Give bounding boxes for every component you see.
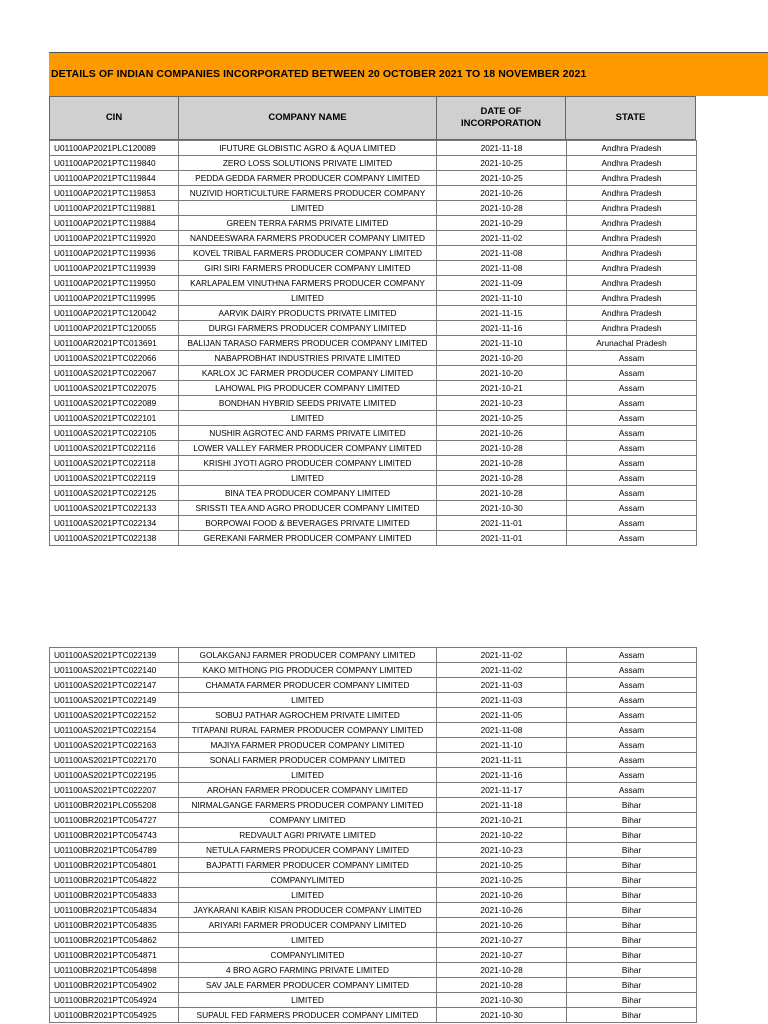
state-cell: Assam — [567, 516, 697, 531]
company-name-cell: BINA TEA PRODUCER COMPANY LIMITED — [179, 486, 437, 501]
table-row — [50, 678, 697, 693]
company-name-cell: LAHOWAL PIG PRODUCER COMPANY LIMITED — [179, 381, 437, 396]
cin-cell: U01100AS2021PTC022133 — [50, 501, 179, 516]
date-cell: 2021-11-03 — [437, 678, 567, 693]
table-row — [50, 171, 697, 186]
company-name-cell: MAJIYA FARMER PRODUCER COMPANY LIMITED — [179, 738, 437, 753]
date-cell: 2021-10-25 — [437, 411, 567, 426]
cin-cell: U01100AR2021PTC013691 — [50, 336, 179, 351]
company-name-cell: BORPOWAI FOOD & BEVERAGES PRIVATE LIMITED — [179, 516, 437, 531]
company-name-cell: LIMITED — [179, 933, 437, 948]
date-cell: 2021-11-03 — [437, 693, 567, 708]
table-row — [50, 141, 697, 156]
cin-cell: U01100AS2021PTC022147 — [50, 678, 179, 693]
table-row — [50, 276, 697, 291]
company-name-cell: REDVAULT AGRI PRIVATE LIMITED — [179, 828, 437, 843]
table-row — [50, 531, 697, 546]
state-cell: Assam — [567, 441, 697, 456]
date-cell: 2021-10-25 — [437, 171, 567, 186]
company-name-cell: NANDEESWARA FARMERS PRODUCER COMPANY LIMITED — [179, 231, 437, 246]
date-cell: 2021-10-21 — [437, 381, 567, 396]
table-row — [50, 963, 697, 978]
company-name-cell: NUZIVID HORTICULTURE FARMERS PRODUCER COMPANY — [179, 186, 437, 201]
table-row — [50, 441, 697, 456]
company-name-cell: NIRMALGANGE FARMERS PRODUCER COMPANY LIMITED — [179, 798, 437, 813]
company-name-cell: LIMITED — [179, 693, 437, 708]
cin-cell: U01100AS2021PTC022116 — [50, 441, 179, 456]
table-row — [50, 843, 697, 858]
date-cell: 2021-11-10 — [437, 336, 567, 351]
table-row — [50, 306, 697, 321]
table-row — [50, 486, 697, 501]
company-name-cell: AARVIK DAIRY PRODUCTS PRIVATE LIMITED — [179, 306, 437, 321]
date-cell: 2021-10-26 — [437, 918, 567, 933]
company-name-cell: ARIYARI FARMER PRODUCER COMPANY LIMITED — [179, 918, 437, 933]
company-name-cell: GREEN TERRA FARMS PRIVATE LIMITED — [179, 216, 437, 231]
date-cell: 2021-10-26 — [437, 426, 567, 441]
company-name-cell: SOBUJ PATHAR AGROCHEM PRIVATE LIMITED — [179, 708, 437, 723]
cin-cell: U01100AS2021PTC022119 — [50, 471, 179, 486]
date-cell: 2021-10-27 — [437, 933, 567, 948]
company-name-cell: 4 BRO AGRO FARMING PRIVATE LIMITED — [179, 963, 437, 978]
company-name-cell: BALIJAN TARASO FARMERS PRODUCER COMPANY LIMITED — [179, 336, 437, 351]
date-cell: 2021-10-28 — [437, 201, 567, 216]
company-name-cell: LIMITED — [179, 411, 437, 426]
state-cell: Bihar — [567, 828, 697, 843]
state-cell: Andhra Pradesh — [567, 291, 697, 306]
company-name-cell: KOVEL TRIBAL FARMERS PRODUCER COMPANY LIMITED — [179, 246, 437, 261]
table-row — [50, 246, 697, 261]
state-cell: Arunachal Pradesh — [567, 336, 697, 351]
state-cell: Bihar — [567, 933, 697, 948]
table-row — [50, 858, 697, 873]
company-name-cell: LIMITED — [179, 768, 437, 783]
company-name-cell: SONALI FARMER PRODUCER COMPANY LIMITED — [179, 753, 437, 768]
cin-cell: U01100BR2021PTC054727 — [50, 813, 179, 828]
date-cell: 2021-10-23 — [437, 396, 567, 411]
state-cell: Assam — [567, 768, 697, 783]
company-name-cell: GOLAKGANJ FARMER PRODUCER COMPANY LIMITED — [179, 648, 437, 663]
table-row — [50, 663, 697, 678]
date-cell: 2021-10-25 — [437, 858, 567, 873]
table-row — [50, 186, 697, 201]
date-cell: 2021-11-02 — [437, 231, 567, 246]
cin-cell: U01100BR2021PTC054801 — [50, 858, 179, 873]
table-row — [50, 693, 697, 708]
table-row — [50, 291, 697, 306]
state-cell: Bihar — [567, 978, 697, 993]
company-name-cell: COMPANY LIMITED — [179, 813, 437, 828]
cin-cell: U01100AS2021PTC022163 — [50, 738, 179, 753]
state-cell: Bihar — [567, 888, 697, 903]
state-cell: Bihar — [567, 918, 697, 933]
table-row — [50, 993, 697, 1008]
company-name-cell: NETULA FARMERS PRODUCER COMPANY LIMITED — [179, 843, 437, 858]
company-name-cell: LOWER VALLEY FARMER PRODUCER COMPANY LIMITED — [179, 441, 437, 456]
cin-cell: U01100AS2021PTC022154 — [50, 723, 179, 738]
table-row — [50, 978, 697, 993]
cin-cell: U01100AP2021PTC119995 — [50, 291, 179, 306]
cin-cell: U01100AS2021PTC022207 — [50, 783, 179, 798]
document-title: DETAILS OF INDIAN COMPANIES INCORPORATED BETWEEN 20 OCTOBER 2021 TO 18 NOVEMBER 2021 — [51, 68, 587, 80]
cin-cell: U01100AS2021PTC022125 — [50, 486, 179, 501]
table-row — [50, 903, 697, 918]
date-cell: 2021-11-09 — [437, 276, 567, 291]
company-name-cell: KARLAPALEM VINUTHNA FARMERS PRODUCER COMPANY — [179, 276, 437, 291]
state-cell: Andhra Pradesh — [567, 216, 697, 231]
date-cell: 2021-11-05 — [437, 708, 567, 723]
table-row — [50, 738, 697, 753]
state-cell: Assam — [567, 486, 697, 501]
table-row — [50, 501, 697, 516]
company-name-cell: LIMITED — [179, 291, 437, 306]
state-cell: Bihar — [567, 1008, 697, 1023]
company-name-cell: PEDDA GEDDA FARMER PRODUCER COMPANY LIMITED — [179, 171, 437, 186]
date-cell: 2021-10-30 — [437, 1008, 567, 1023]
company-name-cell: KARLOX JC FARMER PRODUCER COMPANY LIMITED — [179, 366, 437, 381]
state-cell: Andhra Pradesh — [567, 231, 697, 246]
state-cell: Assam — [567, 471, 697, 486]
table-row — [50, 813, 697, 828]
company-name-cell: IFUTURE GLOBISTIC AGRO & AQUA LIMITED — [179, 141, 437, 156]
company-name-cell: COMPANYLIMITED — [179, 873, 437, 888]
date-cell: 2021-10-25 — [437, 873, 567, 888]
table-row — [50, 381, 697, 396]
cin-cell: U01100AS2021PTC022152 — [50, 708, 179, 723]
table-row — [50, 426, 697, 441]
cin-cell: U01100AP2021PTC119840 — [50, 156, 179, 171]
company-name-cell: SAV JALE FARMER PRODUCER COMPANY LIMITED — [179, 978, 437, 993]
company-name-cell: JAYKARANI KABIR KISAN PRODUCER COMPANY LIMITED — [179, 903, 437, 918]
table-row — [50, 768, 697, 783]
table-row — [50, 753, 697, 768]
state-cell: Assam — [567, 426, 697, 441]
date-cell: 2021-10-28 — [437, 978, 567, 993]
company-name-cell: TITAPANI RURAL FARMER PRODUCER COMPANY LIMITED — [179, 723, 437, 738]
date-cell: 2021-11-10 — [437, 291, 567, 306]
date-cell: 2021-11-10 — [437, 738, 567, 753]
state-cell: Assam — [567, 366, 697, 381]
table-row — [50, 783, 697, 798]
cin-cell: U01100AP2021PTC119853 — [50, 186, 179, 201]
cin-cell: U01100AS2021PTC022066 — [50, 351, 179, 366]
cin-cell: U01100AS2021PTC022101 — [50, 411, 179, 426]
company-name-cell: COMPANYLIMITED — [179, 948, 437, 963]
table-row — [50, 873, 697, 888]
state-cell: Andhra Pradesh — [567, 261, 697, 276]
cin-cell: U01100BR2021PTC054871 — [50, 948, 179, 963]
table-row — [50, 918, 697, 933]
state-cell: Assam — [567, 678, 697, 693]
date-cell: 2021-10-28 — [437, 486, 567, 501]
table-row — [50, 948, 697, 963]
state-cell: Assam — [567, 351, 697, 366]
table-row — [50, 396, 697, 411]
cin-cell: U01100BR2021PTC054902 — [50, 978, 179, 993]
cin-cell: U01100AS2021PTC022138 — [50, 531, 179, 546]
cin-cell: U01100AP2021PTC119884 — [50, 216, 179, 231]
table-row — [50, 933, 697, 948]
date-cell: 2021-11-01 — [437, 516, 567, 531]
table-row — [50, 201, 697, 216]
state-cell: Bihar — [567, 948, 697, 963]
date-cell: 2021-10-23 — [437, 843, 567, 858]
date-cell: 2021-10-29 — [437, 216, 567, 231]
company-name-cell: LIMITED — [179, 201, 437, 216]
cin-cell: U01100AP2021PTC120042 — [50, 306, 179, 321]
cin-cell: U01100AS2021PTC022118 — [50, 456, 179, 471]
cin-cell: U01100AS2021PTC022134 — [50, 516, 179, 531]
state-cell: Bihar — [567, 873, 697, 888]
cin-cell: U01100AP2021PTC119920 — [50, 231, 179, 246]
cin-cell: U01100BR2021PTC054834 — [50, 903, 179, 918]
table-row — [50, 216, 697, 231]
state-cell: Assam — [567, 663, 697, 678]
table-row — [50, 723, 697, 738]
company-name-cell: GIRI SIRI FARMERS PRODUCER COMPANY LIMITED — [179, 261, 437, 276]
date-cell: 2021-10-28 — [437, 441, 567, 456]
table-row — [50, 231, 697, 246]
company-name-cell: ZERO LOSS SOLUTIONS PRIVATE LIMITED — [179, 156, 437, 171]
state-cell: Assam — [567, 396, 697, 411]
date-cell: 2021-11-02 — [437, 648, 567, 663]
state-cell: Assam — [567, 693, 697, 708]
state-cell: Bihar — [567, 993, 697, 1008]
table-row — [50, 456, 697, 471]
state-cell: Assam — [567, 381, 697, 396]
date-cell: 2021-10-27 — [437, 948, 567, 963]
company-name-cell: KAKO MITHONG PIG PRODUCER COMPANY LIMITED — [179, 663, 437, 678]
header-company-name: COMPANY NAME — [179, 97, 437, 139]
state-cell: Andhra Pradesh — [567, 156, 697, 171]
table-row — [50, 798, 697, 813]
date-cell: 2021-11-08 — [437, 246, 567, 261]
date-cell: 2021-11-15 — [437, 306, 567, 321]
table-row — [50, 336, 697, 351]
company-name-cell: SUPAUL FED FARMERS PRODUCER COMPANY LIMITED — [179, 1008, 437, 1023]
company-name-cell: DURGI FARMERS PRODUCER COMPANY LIMITED — [179, 321, 437, 336]
cin-cell: U01100AP2021PTC120055 — [50, 321, 179, 336]
date-cell: 2021-11-02 — [437, 663, 567, 678]
date-cell: 2021-10-26 — [437, 186, 567, 201]
state-cell: Assam — [567, 648, 697, 663]
table-row — [50, 1008, 697, 1023]
header-cin: CIN — [50, 97, 179, 139]
table-row — [50, 156, 697, 171]
table-row — [50, 648, 697, 663]
date-cell: 2021-11-11 — [437, 753, 567, 768]
table-row — [50, 321, 697, 336]
state-cell: Assam — [567, 753, 697, 768]
state-cell: Andhra Pradesh — [567, 306, 697, 321]
company-name-cell: BONDHAN HYBRID SEEDS PRIVATE LIMITED — [179, 396, 437, 411]
date-cell: 2021-10-22 — [437, 828, 567, 843]
cin-cell: U01100AP2021PTC119844 — [50, 171, 179, 186]
state-cell: Andhra Pradesh — [567, 186, 697, 201]
cin-cell: U01100AP2021PTC119881 — [50, 201, 179, 216]
cin-cell: U01100AS2021PTC022170 — [50, 753, 179, 768]
state-cell: Bihar — [567, 858, 697, 873]
table-header — [49, 96, 696, 140]
state-cell: Bihar — [567, 843, 697, 858]
table-row — [50, 471, 697, 486]
cin-cell: U01100AS2021PTC022075 — [50, 381, 179, 396]
company-name-cell: BAJPATTI FARMER PRODUCER COMPANY LIMITED — [179, 858, 437, 873]
date-cell: 2021-10-30 — [437, 993, 567, 1008]
state-cell: Andhra Pradesh — [567, 141, 697, 156]
cin-cell: U01100AP2021PTC119936 — [50, 246, 179, 261]
table-row — [50, 708, 697, 723]
date-cell: 2021-10-28 — [437, 963, 567, 978]
cin-cell: U01100AS2021PTC022140 — [50, 663, 179, 678]
date-cell: 2021-10-26 — [437, 903, 567, 918]
table-row — [50, 411, 697, 426]
state-cell: Assam — [567, 456, 697, 471]
company-name-cell: LIMITED — [179, 471, 437, 486]
company-name-cell: CHAMATA FARMER PRODUCER COMPANY LIMITED — [179, 678, 437, 693]
state-cell: Assam — [567, 501, 697, 516]
cin-cell: U01100BR2021PTC054833 — [50, 888, 179, 903]
table-row — [50, 261, 697, 276]
table-row — [50, 366, 697, 381]
state-cell: Assam — [567, 738, 697, 753]
date-cell: 2021-10-25 — [437, 156, 567, 171]
table-row — [50, 351, 697, 366]
cin-cell: U01100BR2021PTC054925 — [50, 1008, 179, 1023]
state-cell: Assam — [567, 411, 697, 426]
cin-cell: U01100AS2021PTC022089 — [50, 396, 179, 411]
state-cell: Assam — [567, 783, 697, 798]
company-name-cell: SRISSTI TEA AND AGRO PRODUCER COMPANY LIMITED — [179, 501, 437, 516]
date-cell: 2021-11-18 — [437, 141, 567, 156]
cin-cell: U01100BR2021PTC054862 — [50, 933, 179, 948]
state-cell: Bihar — [567, 963, 697, 978]
date-cell: 2021-11-16 — [437, 321, 567, 336]
date-cell: 2021-11-08 — [437, 723, 567, 738]
company-name-cell: NUSHIR AGROTEC AND FARMS PRIVATE LIMITED — [179, 426, 437, 441]
state-cell: Andhra Pradesh — [567, 276, 697, 291]
state-cell: Bihar — [567, 813, 697, 828]
table-row — [50, 516, 697, 531]
state-cell: Assam — [567, 708, 697, 723]
date-cell: 2021-10-20 — [437, 351, 567, 366]
title-banner — [49, 52, 768, 96]
company-name-cell: AROHAN FARMER PRODUCER COMPANY LIMITED — [179, 783, 437, 798]
date-cell: 2021-10-28 — [437, 471, 567, 486]
date-cell: 2021-10-30 — [437, 501, 567, 516]
cin-cell: U01100AS2021PTC022149 — [50, 693, 179, 708]
cin-cell: U01100AS2021PTC022105 — [50, 426, 179, 441]
header-date-line2: INCORPORATION — [460, 118, 542, 129]
header-state: STATE — [615, 112, 646, 123]
date-cell: 2021-11-16 — [437, 768, 567, 783]
cin-cell: U01100AS2021PTC022195 — [50, 768, 179, 783]
header-date-line1: DATE OF — [480, 106, 522, 117]
cin-cell: U01100AP2021PTC119939 — [50, 261, 179, 276]
state-cell: Andhra Pradesh — [567, 171, 697, 186]
companies-table-top — [49, 140, 697, 546]
cin-cell: U01100BR2021PTC054743 — [50, 828, 179, 843]
date-cell: 2021-10-21 — [437, 813, 567, 828]
state-cell: Assam — [567, 723, 697, 738]
state-cell: Andhra Pradesh — [567, 246, 697, 261]
cin-cell: U01100BR2021PLC055208 — [50, 798, 179, 813]
company-name-cell: LIMITED — [179, 888, 437, 903]
state-cell: Bihar — [567, 903, 697, 918]
cin-cell: U01100BR2021PTC054835 — [50, 918, 179, 933]
date-cell: 2021-11-18 — [437, 798, 567, 813]
date-cell: 2021-11-08 — [437, 261, 567, 276]
date-cell: 2021-10-28 — [437, 456, 567, 471]
companies-table-bottom — [49, 647, 697, 1023]
date-cell: 2021-11-17 — [437, 783, 567, 798]
cin-cell: U01100AP2021PLC120089 — [50, 141, 179, 156]
cin-cell: U01100BR2021PTC054822 — [50, 873, 179, 888]
company-name-cell: NABAPROBHAT INDUSTRIES PRIVATE LIMITED — [179, 351, 437, 366]
company-name-cell: GEREKANI FARMER PRODUCER COMPANY LIMITED — [179, 531, 437, 546]
header-date-of-incorporation — [437, 97, 566, 139]
table-row — [50, 828, 697, 843]
cin-cell: U01100BR2021PTC054789 — [50, 843, 179, 858]
cin-cell: U01100BR2021PTC054898 — [50, 963, 179, 978]
cin-cell: U01100AS2021PTC022067 — [50, 366, 179, 381]
date-cell: 2021-11-01 — [437, 531, 567, 546]
state-cell: Bihar — [567, 798, 697, 813]
state-cell: Assam — [567, 531, 697, 546]
table-row — [50, 888, 697, 903]
cin-cell: U01100AP2021PTC119950 — [50, 276, 179, 291]
company-name-cell: LIMITED — [179, 993, 437, 1008]
state-cell: Andhra Pradesh — [567, 201, 697, 216]
cin-cell: U01100AS2021PTC022139 — [50, 648, 179, 663]
date-cell: 2021-10-20 — [437, 366, 567, 381]
cin-cell: U01100BR2021PTC054924 — [50, 993, 179, 1008]
date-cell: 2021-10-26 — [437, 888, 567, 903]
company-name-cell: KRISHI JYOTI AGRO PRODUCER COMPANY LIMITED — [179, 456, 437, 471]
state-cell: Andhra Pradesh — [567, 321, 697, 336]
